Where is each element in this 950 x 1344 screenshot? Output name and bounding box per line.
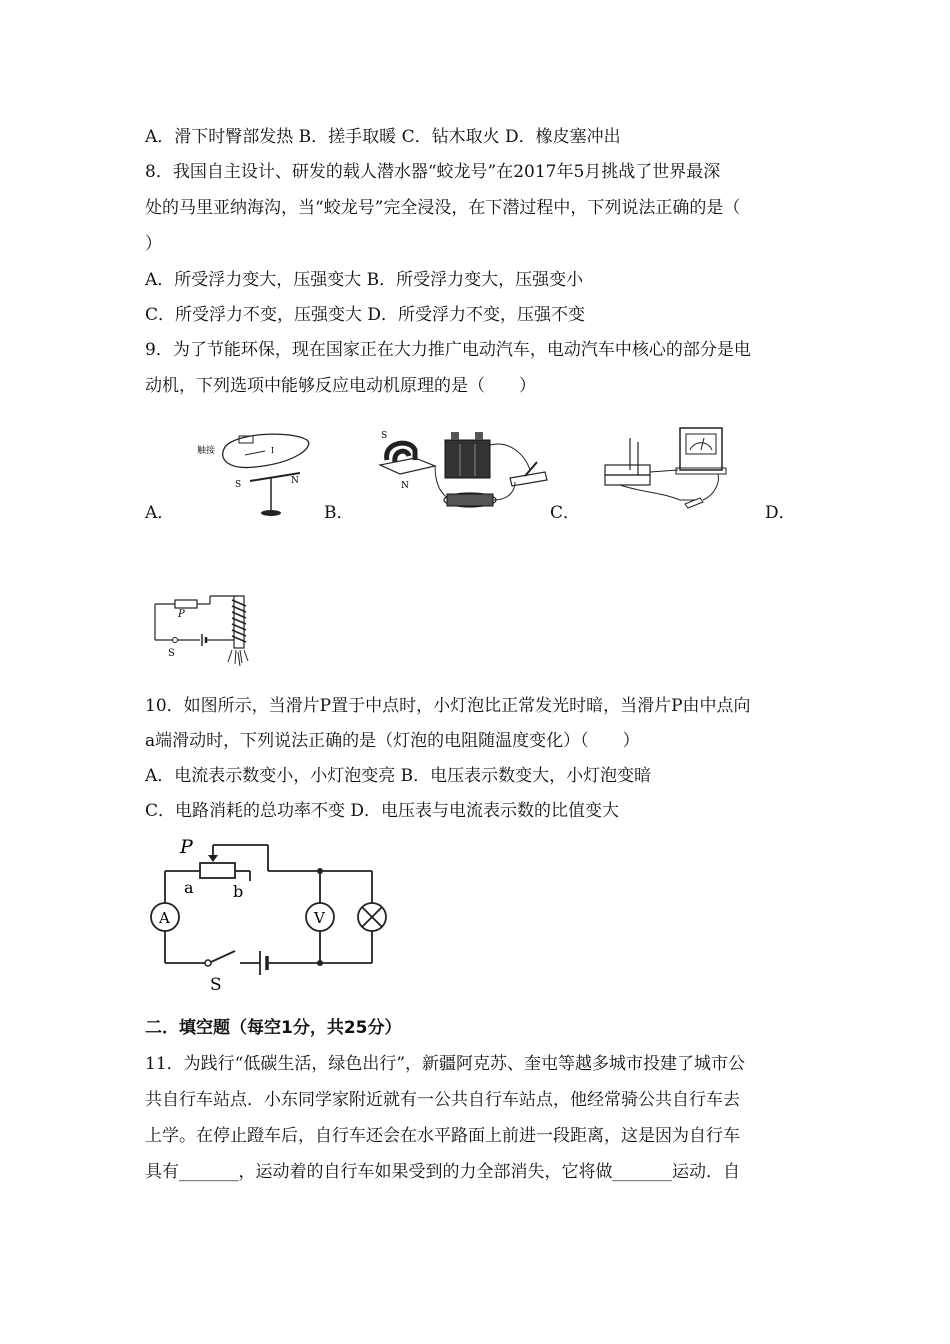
q9-fig-d-switch-label: S — [168, 648, 175, 659]
q10-stem-line-2: a端滑动时，下列说法正确的是（灯泡的电阻随温度变化）（ ） — [145, 731, 640, 751]
q9-stem-line-2: 动机，下列选项中能够反应电动机原理的是（ ） — [145, 376, 536, 396]
q11-stem-line-2: 共自行车站点．小东同学家附近就有一公共自行车站点，他经常骑公共自行车去 — [145, 1090, 740, 1110]
q10-slider-label: P — [180, 836, 193, 858]
q7-options: A．滑下时臀部发热 B．搓手取暖 C．钻木取火 D．橡皮塞冲出 — [145, 127, 621, 147]
q8-stem-line-2: 处的马里亚纳海沟，当“蛟龙号”完全浸没，在下潜过程中，下列说法正确的是（ — [145, 198, 741, 218]
q10-ammeter-label: A — [159, 909, 170, 927]
q9-figure-c — [600, 420, 735, 515]
q9-option-d-label: D． — [765, 503, 796, 523]
q8-options-ab: A．所受浮力变大，压强变大 B．所受浮力变大，压强变小 — [145, 270, 584, 290]
q10-voltmeter-label: V — [314, 909, 325, 927]
q9-fig-a-current-label: I — [271, 446, 275, 455]
q9-option-a-label: A． — [145, 503, 175, 523]
q8-options-cd: C．所受浮力不变，压强变大 D．所受浮力不变，压强不变 — [145, 305, 586, 325]
q9-fig-a-north-label: N — [291, 476, 299, 486]
section-2-title: 二．填空题（每空1分，共25分） — [145, 1018, 402, 1038]
q9-fig-b-south-label: S — [381, 431, 388, 441]
q10-end-b-label: b — [233, 882, 244, 901]
q10-stem-line-1: 10．如图所示，当滑片P置于中点时，小灯泡比正常发光时暗，当滑片P由中点向 — [145, 696, 751, 716]
q10-circuit-figure — [150, 835, 400, 995]
q9-fig-d-slider-label: P — [178, 609, 185, 620]
q9-fig-a-contact-label: 触接 — [197, 446, 216, 456]
q9-figure-b — [375, 420, 550, 515]
q9-figure-d — [150, 590, 260, 670]
q10-options-ab: A．电流表示数变小，小灯泡变亮 B．电压表示数变大，小灯泡变暗 — [145, 766, 652, 786]
q11-stem-line-4: 具有_______，运动着的自行车如果受到的力全部消失，它将做_______运动．自 — [145, 1162, 740, 1182]
q8-stem-line-3: ） — [145, 234, 162, 254]
q11-stem-line-1: 11．为践行“低碳生活，绿色出行”，新疆阿克苏、奎屯等越多城市投建了城市公 — [145, 1054, 746, 1074]
q10-options-cd: C．电路消耗的总功率不变 D．电压表与电流表示数的比值变大 — [145, 801, 620, 821]
q9-fig-b-north-label: N — [401, 481, 409, 491]
q9-figure-a — [195, 425, 315, 520]
q9-fig-a-south-label: S — [235, 480, 242, 490]
q8-stem-line-1: 8．我国自主设计、研发的载人潜水器“蛟龙号”在2017年5月挑战了世界最深 — [145, 162, 721, 182]
q10-end-a-label: a — [184, 878, 194, 897]
q10-switch-label: S — [210, 975, 222, 995]
q11-stem-line-3: 上学。在停止蹬车后，自行车还会在水平路面上前进一段距离，这是因为自行车 — [145, 1126, 740, 1146]
q9-option-b-label: B． — [324, 503, 354, 523]
q9-option-c-label: C． — [550, 503, 581, 523]
q9-stem-line-1: 9．为了节能环保，现在国家正在大力推广电动汽车，电动汽车中核心的部分是电 — [145, 340, 751, 360]
